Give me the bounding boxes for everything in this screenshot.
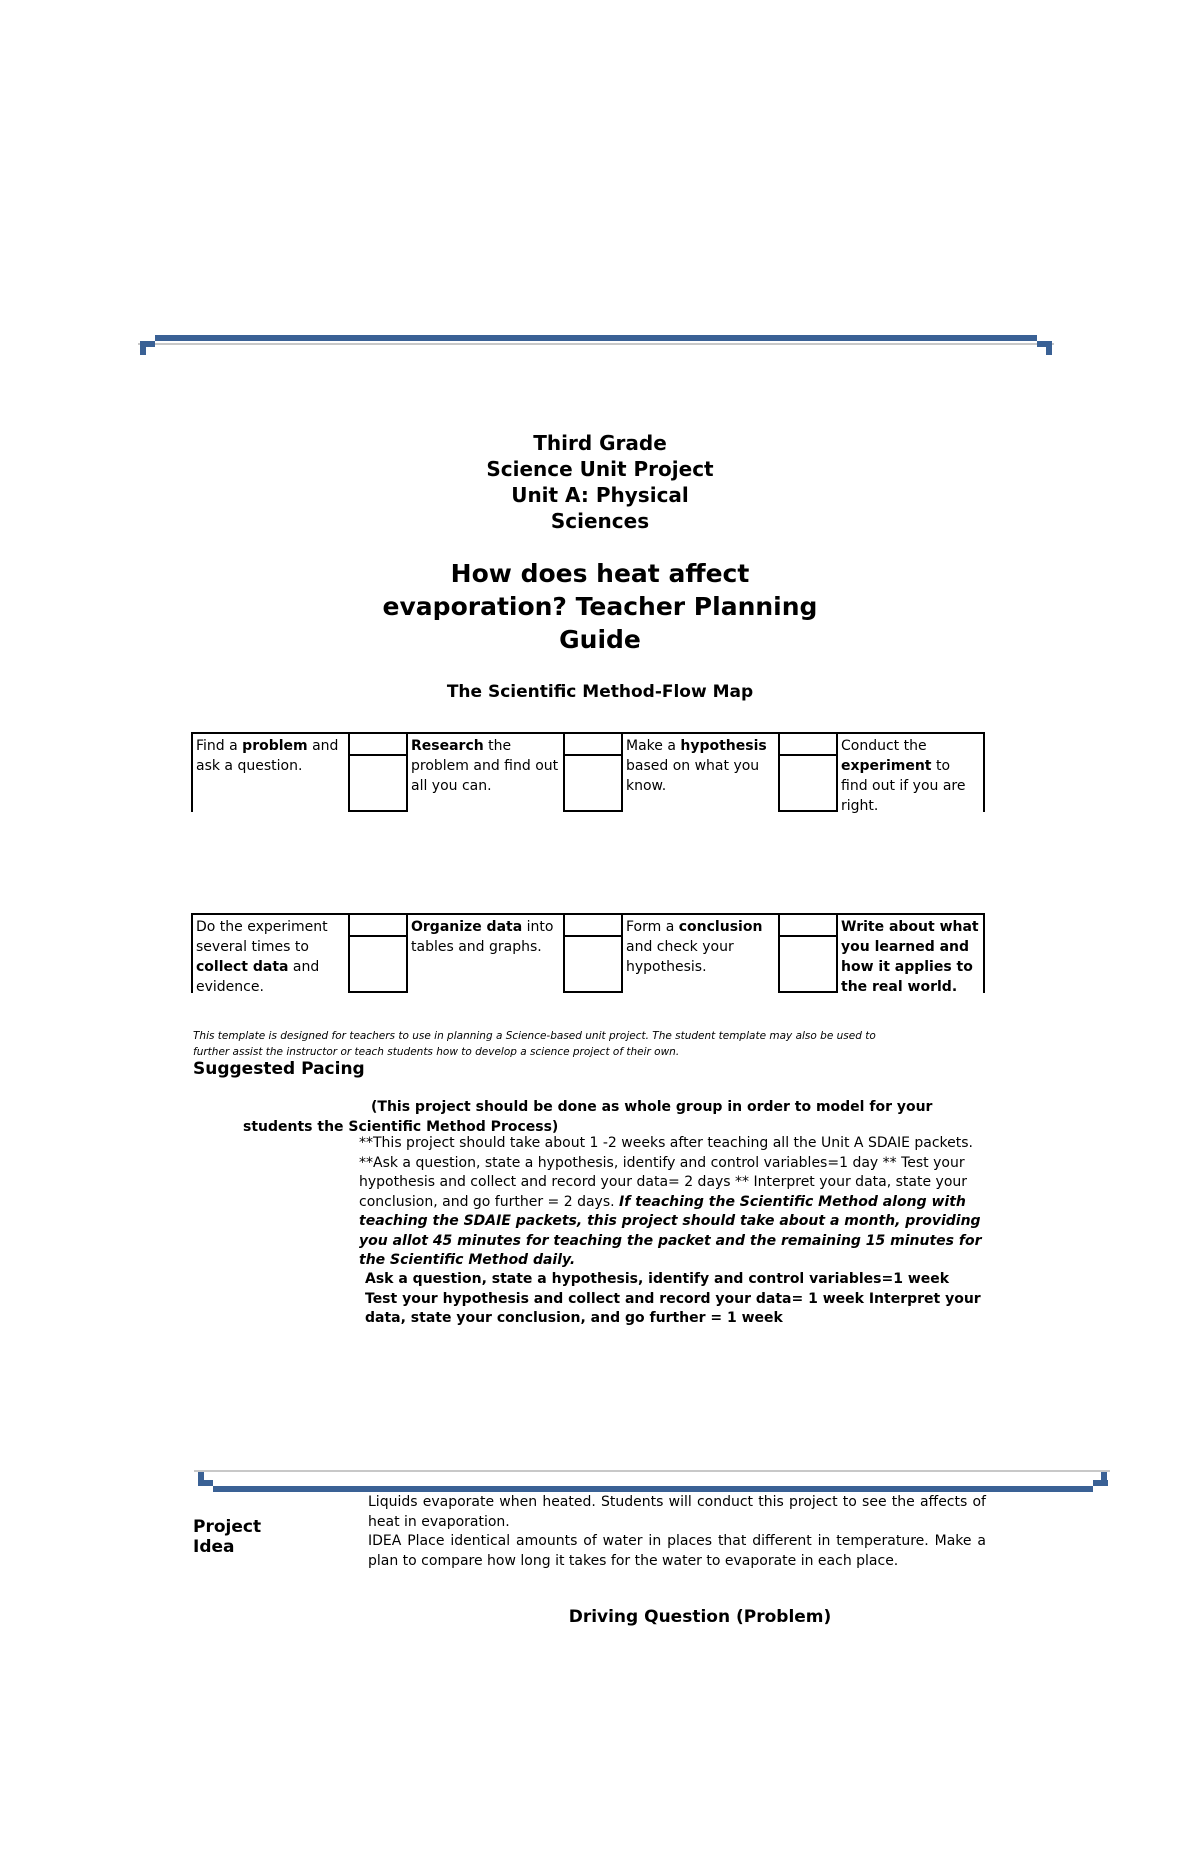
driving-question-heading: Driving Question (Problem) xyxy=(568,1607,832,1627)
flow-step-organize-data: Organize data into tables and graphs. xyxy=(406,913,564,993)
flow-map-row-2 xyxy=(191,913,985,993)
flow-step-research: Research the problem and find out all you can. xyxy=(406,732,564,812)
flow-arrow-box xyxy=(778,913,837,993)
page-title: How does heat affect evaporation? Teacher Planning Guide xyxy=(382,559,818,654)
flow-arrow-box xyxy=(563,732,622,812)
grade-title: Third Grade xyxy=(533,431,667,455)
flow-arrow-box xyxy=(348,732,407,812)
unit-title-line1: Unit A: Physical xyxy=(511,483,689,507)
pacing-intro: (This project should be done as whole group in order to model for your students the Scientific Method Process) xyxy=(243,1099,933,1135)
flow-step-experiment: Conduct the experiment to find out if you are right. xyxy=(836,732,985,812)
flow-step-problem: Find a problem and ask a question. xyxy=(191,732,349,812)
flow-arrow-box xyxy=(563,913,622,993)
unit-title-line2: Sciences xyxy=(550,509,650,533)
flow-map-row-1 xyxy=(191,732,985,812)
pacing-weekly: Ask a question, state a hypothesis, identify and control variables=1 week Test your hypothesis and collect and record your data= 1 week Interpret your data, state your conclusion, and go further = 1 week xyxy=(365,1271,981,1326)
flow-step-collect-data: Do the experiment several times to collect data and evidence. xyxy=(191,913,349,993)
flow-arrow-box xyxy=(778,732,837,812)
flow-step-conclusion: Form a conclusion and check your hypothesis. xyxy=(621,913,779,993)
pacing-details: **This project should take about 1 -2 weeks after teaching all the Unit A SDAIE packets. **Ask a question, state a hypothesis, identify and control variables=1 day ** Test your hypothesis and collect and record your data= 2 days ** Interpret your data, state your conclusion, and go further = 2 days. If teaching the Scientific Method along with teaching the SDAIE packets, this project should take about a month, providing you allot 45 minutes for teaching the packet and the remaining 15 minutes for the Scientific Method daily. xyxy=(359,1135,982,1268)
project-idea-label: Project Idea xyxy=(193,1517,262,1557)
title-block xyxy=(380,430,820,534)
template-note: This template is designed for teachers to use in planning a Science-based unit project. The student template may also be used to further assist the instructor or teach students how to develop a science project of their own. xyxy=(193,1030,876,1058)
flow-step-write-about: Write about what you learned and how it applies to the real world. xyxy=(836,913,985,993)
project-idea-text: Liquids evaporate when heated. Students will conduct this project to see the affects of heat in evaporation. IDEA Place identical amounts of water in places that different in temperature. Make a plan to compare how long it takes for the water to evaporate in each place. xyxy=(368,1494,986,1569)
flow-arrow-box xyxy=(348,913,407,993)
pacing-heading: Suggested Pacing xyxy=(193,1059,365,1079)
flow-map-title: The Scientific Method-Flow Map xyxy=(446,682,754,702)
flow-step-hypothesis: Make a hypothesis based on what you know. xyxy=(621,732,779,812)
project-title: Science Unit Project xyxy=(486,457,714,481)
